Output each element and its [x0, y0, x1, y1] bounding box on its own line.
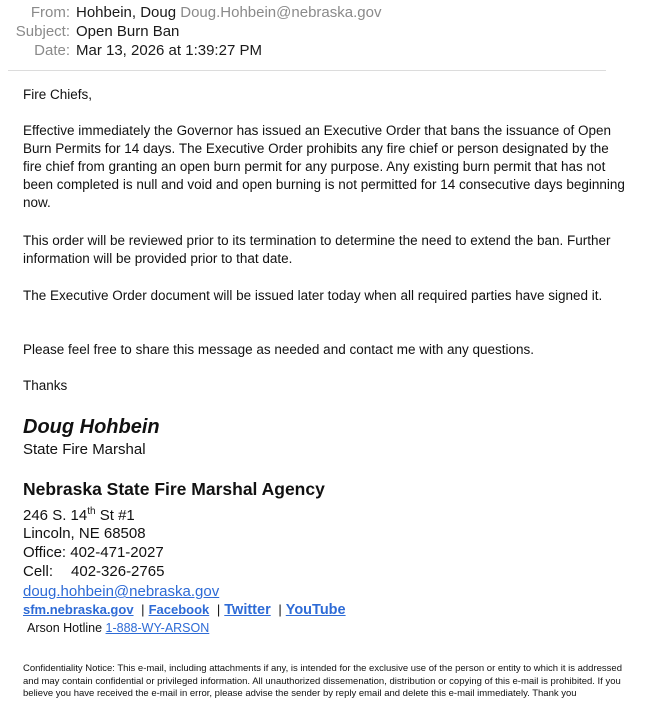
from-label: From: [30, 4, 70, 21]
signature-email-link[interactable]: doug.hohbein@nebraska.gov [23, 583, 220, 600]
twitter-link[interactable]: Twitter [224, 602, 271, 618]
facebook-link[interactable]: Facebook [148, 602, 210, 617]
closing: Thanks [23, 378, 68, 393]
hotline-label: Arson Hotline [27, 621, 103, 635]
paragraph-document: The Executive Order document will be issued later today when all required parties have signed it. [23, 288, 603, 303]
paragraph-share: Please feel free to share this message as needed and contact me with any questions. [23, 342, 535, 357]
social-links [23, 602, 346, 618]
date-label: Date: [34, 42, 70, 59]
arson-hotline [27, 621, 209, 635]
greeting: Fire Chiefs, [23, 87, 93, 102]
cell-phone[interactable]: 402-326-2765 [71, 563, 165, 580]
paragraph-review: This order will be reviewed prior to its termination to determine the need to extend the ban. Further information will be provided prior to that date. [23, 233, 611, 266]
address-street [23, 506, 135, 524]
cell-label: Cell: [23, 563, 54, 580]
link-separator: | [278, 602, 282, 617]
signature-name: Doug Hohbein [23, 416, 160, 438]
email-header [0, 4, 647, 61]
subject-label: Subject: [15, 23, 70, 40]
from-row [0, 4, 647, 23]
sender-name[interactable]: Hohbein, Doug [76, 4, 177, 21]
street-post: St #1 [95, 507, 135, 524]
office-phone[interactable]: 402-471-2027 [70, 544, 164, 561]
signature-title: State Fire Marshal [23, 441, 146, 458]
office-phone-line [23, 544, 164, 561]
cell-phone-line [23, 563, 164, 580]
sender[interactable] [76, 4, 381, 21]
link-separator: | [141, 602, 145, 617]
subject-text: Open Burn Ban [76, 23, 180, 40]
date-text: Mar 13, 2026 at 1:39:27 PM [76, 42, 262, 59]
address-city: Lincoln, NE 68508 [23, 525, 146, 542]
website-link[interactable]: sfm.nebraska.gov [23, 602, 134, 617]
street-pre: 246 S. 14 [23, 507, 88, 524]
link-separator: | [216, 602, 221, 617]
header-divider [8, 70, 606, 71]
sender-email[interactable]: Doug.Hohbein@nebraska.gov [180, 4, 382, 21]
street-sup: th [87, 506, 96, 517]
confidentiality-notice: Confidentiality Notice: This e-mail, including attachments if any, is intended for the exclusive use of the person or entity to which it is addressed and may contain confidential or privileged information. All unauthorized dissemenation, distribution or copying of this e-mail is prohibited. If you believe you have received the e-mail in error, please advise the sender by reply email and delete this e-mail immediately. Thank you [23, 663, 622, 699]
youtube-link[interactable]: YouTube [285, 602, 346, 618]
paragraph-executive-order: Effective immediately the Governor has issued an Executive Order that bans the issuance of Open Burn Permits for 14 days. The Executive Order prohibits any fire chief or person designated by the fire chief from granting an open burn permit for any purpose. Any existing burn permit that has not been completed is null and void and open burning is not permitted for 14 consecutive days beginning now. [23, 123, 625, 210]
hotline-number-link[interactable]: 1-888-WY-ARSON [105, 621, 210, 635]
office-label: Office: [23, 544, 67, 561]
subject-row [0, 23, 647, 42]
date-row [0, 42, 647, 61]
signature-email-line [23, 583, 219, 600]
agency-name: Nebraska State Fire Marshal Agency [23, 479, 325, 499]
